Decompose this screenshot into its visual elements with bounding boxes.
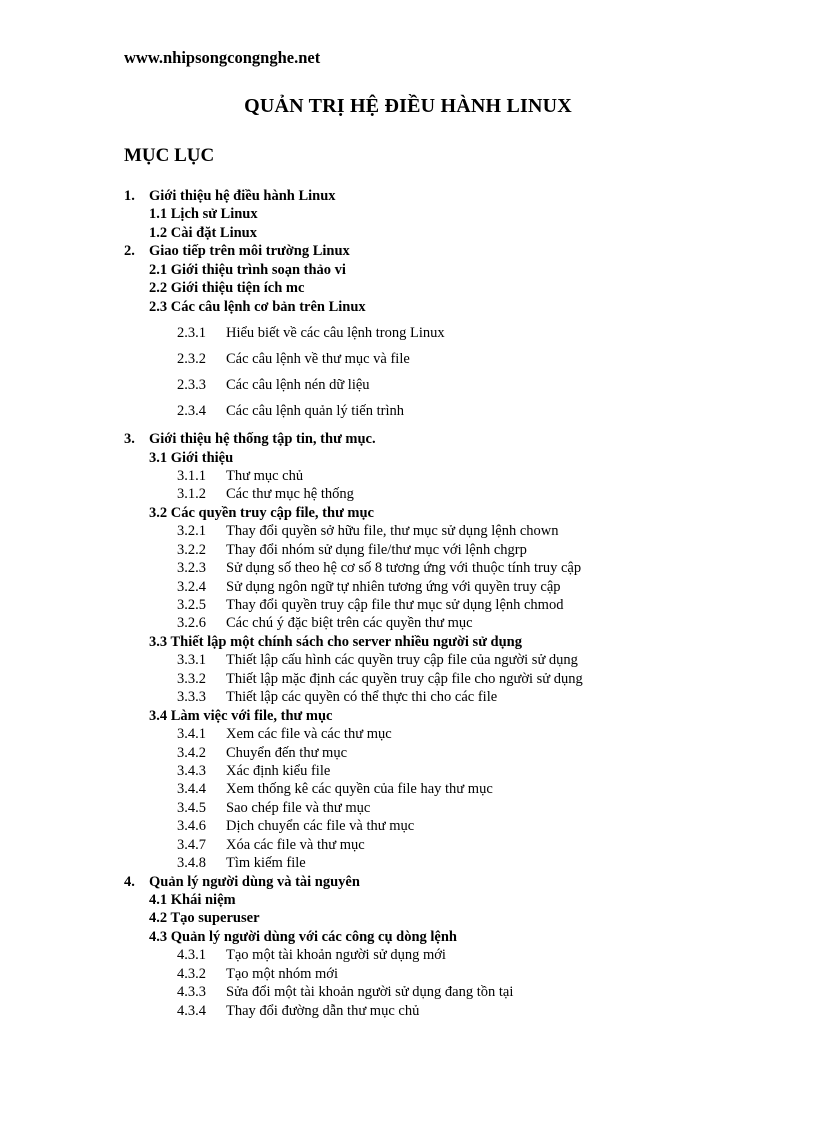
toc-subsection-title: Sao chép file và thư mục [226,799,371,816]
table-of-contents [0,187,816,1020]
toc-subsection-number: 3.4.1 [177,726,206,743]
toc-subsection [0,854,816,872]
toc-subsection-number: 2.3.3 [177,377,206,394]
toc-subsection-title: Hiểu biết về các câu lệnh trong Linux [226,325,445,342]
toc-subsection [0,398,816,424]
toc-subsection [0,836,816,854]
toc-section [0,205,816,223]
toc-section [0,928,816,946]
document-title: QUẢN TRỊ HỆ ĐIỀU HÀNH LINUX [244,95,572,117]
toc-subsection-number: 3.2.2 [177,541,206,558]
toc-subsection-number: 3.1.2 [177,486,206,503]
toc-subsection-number: 4.3.1 [177,947,206,964]
toc-chapter-number: 1. [124,188,135,204]
toc-heading: MỤC LỤC [124,145,215,166]
toc-subsection-number: 3.4.6 [177,818,206,835]
toc-subsection-title: Thiết lập cấu hình các quyền truy cập file của người sử dụng [226,652,578,669]
toc-subsection-number: 3.3.2 [177,670,206,687]
toc-subsection-title: Xem các file và các thư mục [226,726,392,743]
toc-chapter-title: Quản lý người dùng và tài nguyên [149,873,360,890]
toc-section [0,261,816,279]
toc-subsection-title: Tìm kiếm file [226,855,306,872]
toc-subsection [0,541,816,559]
toc-subsection-title: Thay đổi đường dẫn thư mục chủ [226,1002,420,1019]
toc-subsection-number: 3.4.4 [177,781,206,798]
toc-subsection [0,372,816,398]
toc-subsection-number: 2.3.2 [177,351,206,368]
toc-subsection [0,780,816,798]
toc-subsection-number: 3.4.8 [177,855,206,872]
toc-subsection-title: Thiết lập mặc định các quyền truy cập file cho người sử dụng [226,670,583,687]
toc-subsection-number: 3.2.3 [177,560,206,577]
toc-subsection-number: 3.3.1 [177,652,206,669]
toc-section [0,909,816,927]
toc-subsection-title: Xem thống kê các quyền của file hay thư mục [226,781,493,798]
toc-subsection [0,346,816,372]
toc-subsection-title: Thay đổi quyền sở hữu file, thư mục sử dụng lệnh chown [226,523,559,540]
toc-chapter-number: 3. [124,431,135,448]
toc-subsection [0,485,816,503]
toc-subsection [0,559,816,577]
toc-subsection-number: 4.3.2 [177,965,206,982]
toc-chapter-title: Giao tiếp trên môi trường Linux [149,243,350,260]
toc-section [0,891,816,909]
toc-subsection-title: Tạo một nhóm mới [226,965,338,982]
toc-subsection-number: 3.3.3 [177,689,206,706]
toc-subsection-number: 3.4.3 [177,762,206,779]
toc-subsection [0,578,816,596]
toc-subsection-number: 3.4.5 [177,799,206,816]
toc-subsection-number: 4.3.4 [177,1002,206,1019]
toc-subsection-number: 3.1.1 [177,467,206,484]
toc-section [0,504,816,522]
toc-subsection-number: 2.3.1 [177,325,206,342]
toc-subsection [0,799,816,817]
toc-subsection [0,614,816,632]
toc-section [0,298,816,316]
toc-section [0,279,816,297]
toc-subsection [0,725,816,743]
toc-section-title: 3.3 Thiết lập một chính sách cho server nhiều người sử dụng [149,633,522,650]
toc-subsection-number: 3.2.5 [177,597,206,613]
toc-subsection [0,467,816,485]
toc-section-title: 2.3 Các câu lệnh cơ bản trên Linux [149,298,366,315]
toc-chapter [0,187,816,205]
toc-section [0,633,816,651]
toc-section-title: 2.1 Giới thiệu trình soạn thảo vi [149,261,346,278]
toc-chapter [0,873,816,891]
toc-section-title: 4.3 Quản lý người dùng với các công cụ dòng lệnh [149,928,457,945]
toc-subsection-title: Các thư mục hệ thống [226,486,354,503]
toc-subsection-title: Các câu lệnh về thư mục và file [226,351,410,368]
toc-subsection-title: Thay đổi nhóm sử dụng file/thư mục với lệnh chgrp [226,541,527,558]
toc-subsection-title: Xóa các file và thư mục [226,836,365,853]
toc-section [0,224,816,242]
toc-subsection [0,651,816,669]
toc-chapter [0,242,816,260]
toc-section-title: 3.2 Các quyền truy cập file, thư mục [149,504,374,521]
toc-section [0,449,816,467]
toc-section-title: 1.2 Cài đặt Linux [149,224,257,241]
toc-subsection [0,946,816,964]
toc-section-title: 1.1 Lịch sử Linux [149,206,258,223]
toc-subsection-number: 3.2.1 [177,523,206,540]
toc-chapter-number: 4. [124,873,135,890]
toc-subsection [0,320,816,346]
toc-subsection-title: Tạo một tài khoản người sử dụng mới [226,947,446,964]
toc-subsection [0,522,816,540]
toc-chapter [0,430,816,448]
toc-section-title: 4.2 Tạo superuser [149,910,260,927]
toc-subsection-title: Dịch chuyển các file và thư mục [226,818,415,835]
toc-section-title: 3.1 Giới thiệu [149,449,234,466]
toc-chapter-title: Giới thiệu hệ điều hành Linux [149,188,336,204]
toc-subsection [0,817,816,835]
toc-subsection-title: Thay đổi quyền truy cập file thư mục sử dụng lệnh chmod [226,597,564,613]
toc-subsection-title: Sử dụng ngôn ngữ tự nhiên tương ứng với quyền truy cập [226,578,561,595]
toc-subsection [0,688,816,706]
toc-subsection-number: 2.3.4 [177,403,206,420]
toc-chapter-number: 2. [124,243,135,260]
toc-subsection-title: Thiết lập các quyền có thể thực thi cho các file [226,689,498,706]
toc-subsection [0,670,816,688]
toc-subsection-number: 3.4.2 [177,744,206,761]
toc-subsection-title: Chuyển đến thư mục [226,744,348,761]
toc-subsection-number: 3.4.7 [177,836,206,853]
toc-section [0,707,816,725]
toc-section-title: 3.4 Làm việc với file, thư mục [149,707,333,724]
toc-subsection [0,596,816,614]
toc-subsection-title: Xác định kiểu file [226,762,331,779]
toc-section-title: 4.1 Khái niệm [149,892,236,908]
toc-subsection [0,762,816,780]
toc-subsection [0,744,816,762]
toc-chapter-title: Giới thiệu hệ thống tập tin, thư mục. [149,431,376,448]
toc-section-title: 2.2 Giới thiệu tiện ích mc [149,280,305,297]
toc-subsection-title: Các câu lệnh quản lý tiến trình [226,403,404,420]
website-header: www.nhipsongcongnghe.net [124,48,321,67]
toc-subsection-number: 4.3.3 [177,984,206,1001]
toc-subsection-title: Các chú ý đặc biệt trên các quyền thư mục [226,615,473,632]
toc-subsection [0,965,816,983]
toc-subsection-title: Sử dụng số theo hệ cơ số 8 tương ứng với thuộc tính truy cập [226,560,582,577]
toc-subsection [0,1002,816,1020]
toc-subsection [0,983,816,1001]
toc-subsection-number: 3.2.4 [177,578,206,595]
toc-subsection-number: 3.2.6 [177,615,206,632]
toc-subsection-title: Các câu lệnh nén dữ liệu [226,377,370,394]
toc-subsection-title: Sửa đổi một tài khoản người sử dụng đang tồn tại [226,984,514,1001]
toc-subsection-title: Thư mục chủ [226,467,304,484]
